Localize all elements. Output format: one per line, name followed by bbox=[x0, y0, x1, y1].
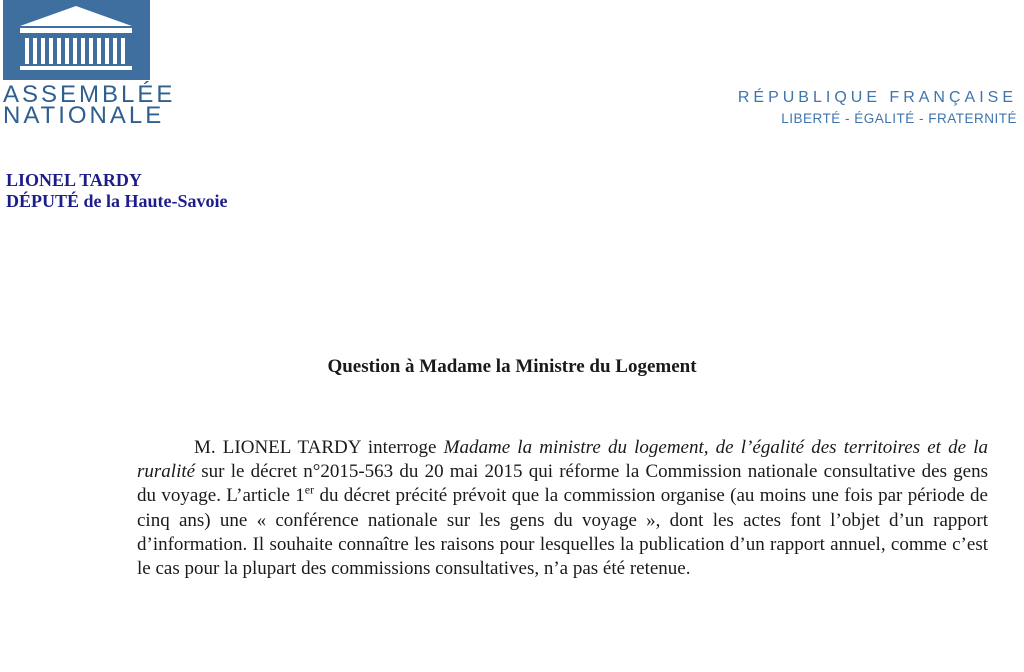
republic-motto bbox=[738, 88, 1017, 130]
institution-name-line1: ASSEMBLÉE bbox=[3, 81, 176, 108]
question-body bbox=[137, 436, 988, 581]
assemblee-nationale-building-logo-icon bbox=[0, 0, 150, 84]
republic-motto-text: LIBERTÉ - ÉGALITÉ - FRATERNITÉ bbox=[781, 111, 1017, 126]
question-addressee: Madame la ministre du logement, de l’égalité des territoires et de la ruralité bbox=[137, 437, 989, 483]
deputy-role: DÉPUTÉ de la Haute-Savoie bbox=[6, 191, 228, 211]
republic-title: RÉPUBLIQUE FRANÇAISE bbox=[737, 89, 1017, 106]
question-author: M. LIONEL TARDY bbox=[194, 437, 361, 458]
ordinal-superscript: er bbox=[304, 483, 315, 498]
institution-name-line2: NATIONALE bbox=[3, 102, 165, 129]
question-title: Question à Madame la Ministre du Logement bbox=[327, 356, 697, 377]
question-text-part1: sur le décret n°2015-563 du 20 mai 2015 qui réforme la Commission nationale consultative des gens du voyage. L’article 1 bbox=[137, 461, 988, 507]
institution-name bbox=[3, 81, 176, 129]
deputy-block bbox=[6, 170, 228, 212]
assemblee-nationale-logo bbox=[0, 0, 150, 84]
question-paragraph bbox=[137, 436, 988, 581]
question-verb: interroge bbox=[360, 437, 444, 458]
deputy-name: LIONEL TARDY bbox=[6, 170, 142, 190]
question-text-part2: du décret précité prévoit que la commission organise (au moins une fois par période de cinq ans) une « conférence nationale sur les gens du voyage », dont les actes font l’objet d’un rapport d’information. Il souhaite connaître les raisons pour lesquelles la publication d’un rapport annuel, comme c’est le cas pour la plupart des commissions consultatives, n’a pas été retenue. bbox=[137, 485, 988, 580]
